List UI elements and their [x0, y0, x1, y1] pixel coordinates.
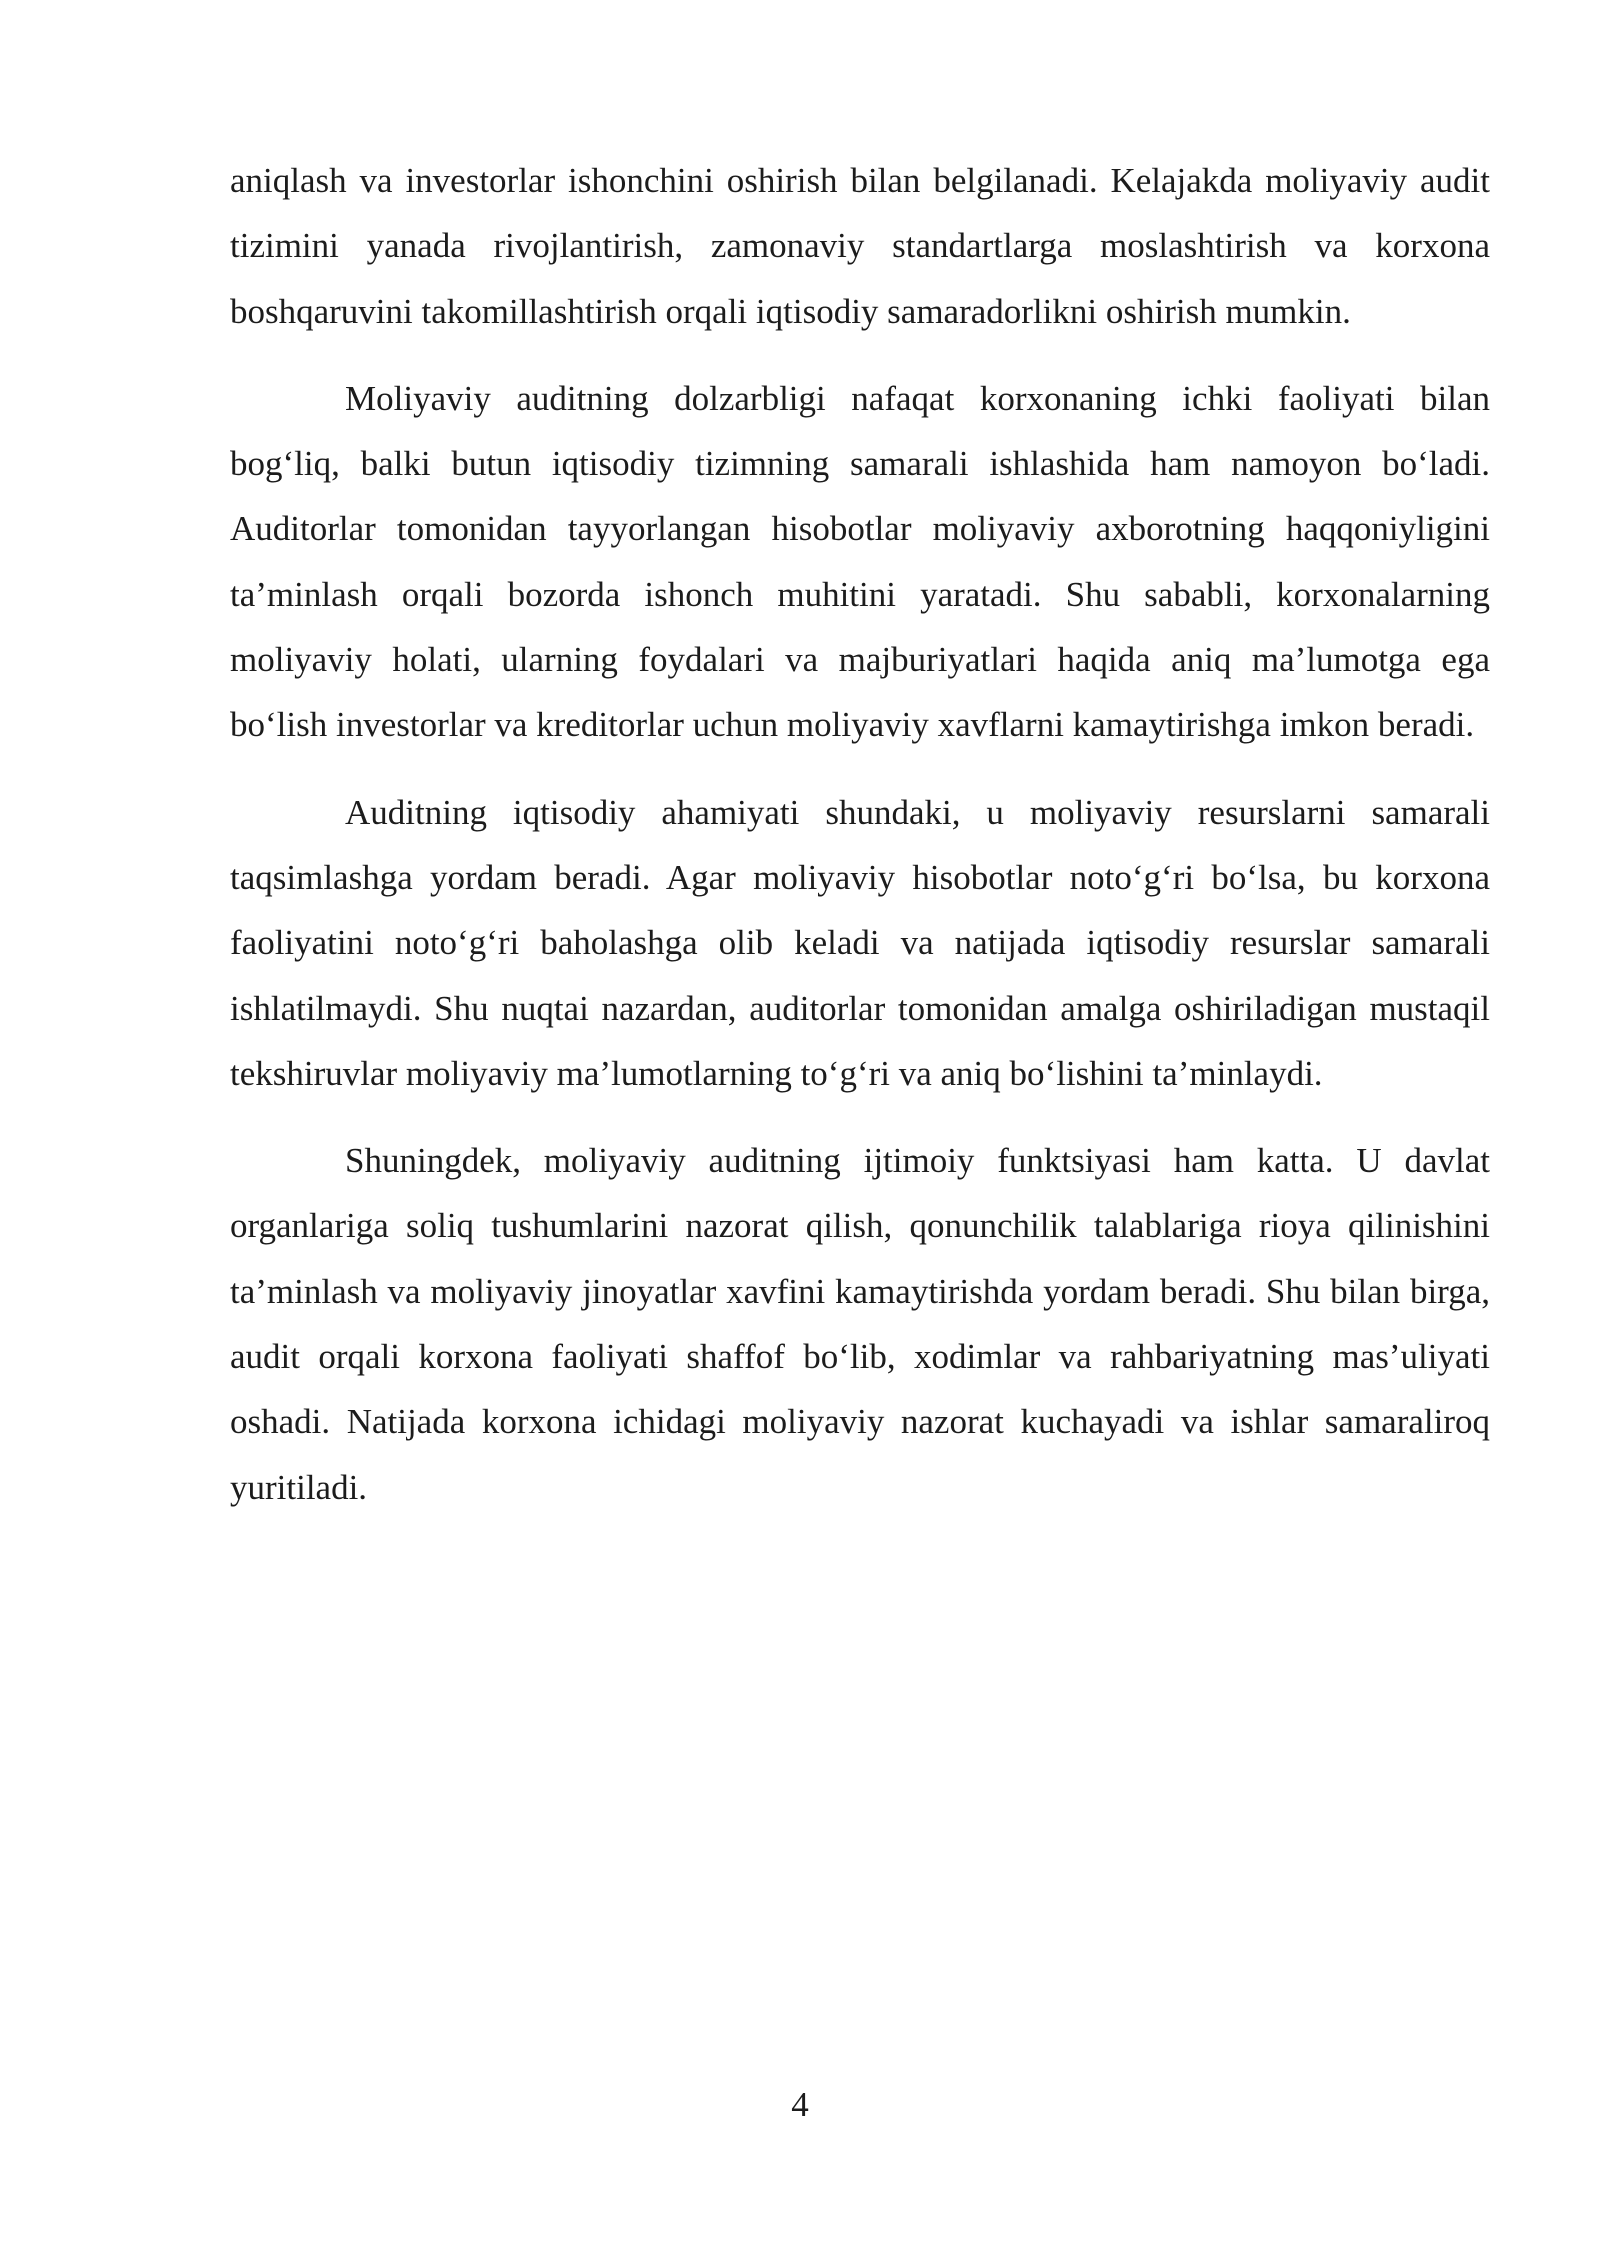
body-text	[230, 148, 1490, 1542]
page-number: 4	[791, 2085, 809, 2124]
paragraph: Auditning iqtisodiy ahamiyati shundaki, u moliyaviy resurslarni samarali taqsimlashga yordam beradi. Agar moliyaviy hisobotlar noto‘g‘ri bo‘lsa, bu korxona faoliyatini noto‘g‘ri baholashga olib keladi va natijada iqtisodiy resurslar samarali ishlatilmaydi. Shu nuqtai nazardan, auditorlar tomonidan amalga oshiriladigan mustaqil tekshiruvlar moliyaviy ma’lumotlarning to‘g‘ri va aniq bo‘lishini ta’minlaydi.	[230, 792, 1490, 1093]
paragraph: Shuningdek, moliyaviy auditning ijtimoiy funktsiyasi ham katta. U davlat organlariga soliq tushumlarini nazorat qilish, qonunchilik talablariga rioya qilinishini ta’minlash va moliyaviy jinoyatlar xavfini kamaytirishda yordam beradi. Shu bilan birga, audit orqali korxona faoliyati shaffof bo‘lib, xodimlar va rahbariyatning mas’uliyati oshadi. Natijada korxona ichidagi moliyaviy nazorat kuchayadi va ishlar samaraliroq yuritiladi.	[230, 1141, 1490, 1507]
paragraph: Moliyaviy auditning dolzarbligi nafaqat korxonaning ichki faoliyati bilan bog‘liq, balki butun iqtisodiy tizimning samarali ishlashida ham namoyon bo‘ladi. Auditorlar tomonidan tayyorlangan hisobotlar moliyaviy axborotning haqqoniyligini ta’minlash orqali bozorda ishonch muhitini yaratadi. Shu sababli, korxonalarning moliyaviy holati, ularning foydalari va majburiyatlari haqida aniq ma’lumotga ega bo‘lish investorlar va kreditorlar uchun moliyaviy xavflarni kamaytirishga imkon beradi.	[230, 378, 1490, 745]
paragraph-continued: aniqlash va investorlar ishonchini oshirish bilan belgilanadi. Kelajakda moliyaviy audit tizimini yanada rivojlantirish, zamonaviy standartlarga moslashtirish va korxona boshqaruvini takomillashtirish orqali iqtisodiy samaradorlikni oshirish mumkin.	[230, 161, 1490, 331]
